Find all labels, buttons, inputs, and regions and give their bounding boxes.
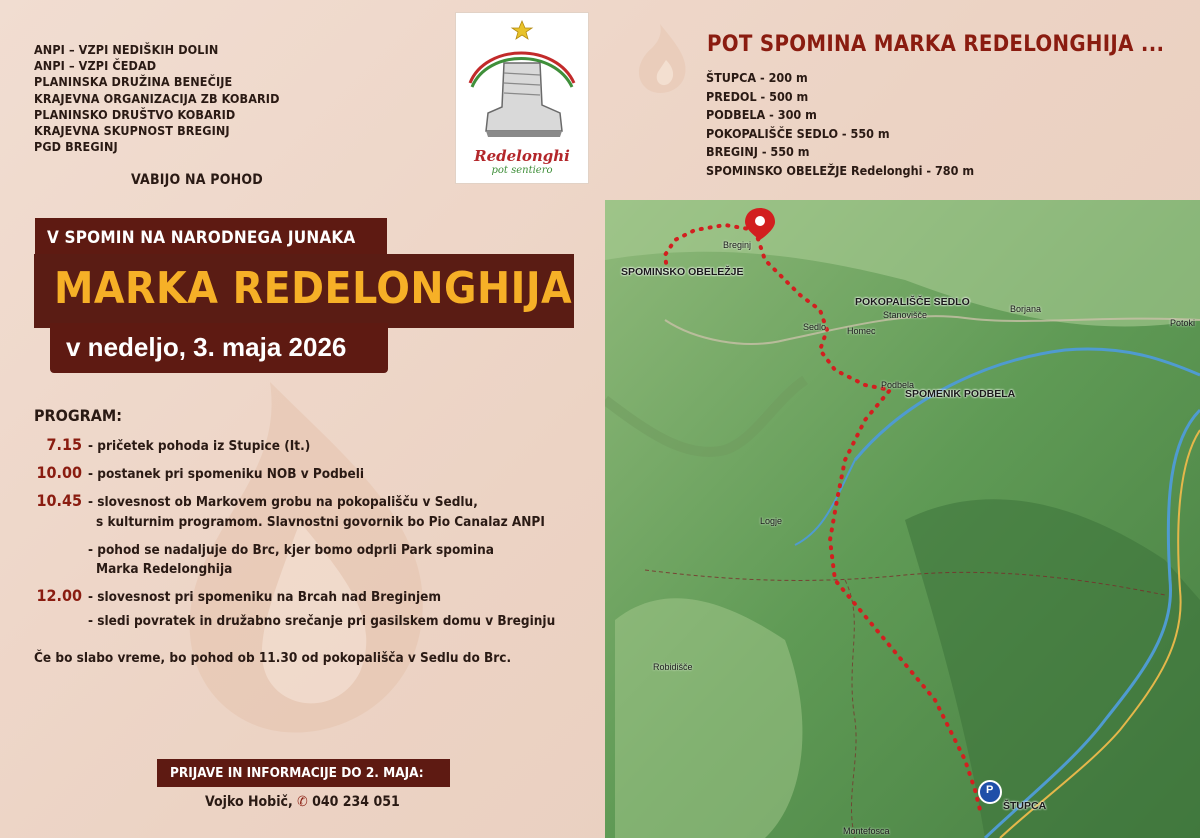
map-place: Logje xyxy=(760,516,783,526)
map-place: Homec xyxy=(847,326,876,336)
contact-name: Vojko Hobič, xyxy=(205,794,293,810)
program-time: 12.00 xyxy=(36,586,82,605)
organizer: ANPI – VZPI NEDIŠKIH DOLIN xyxy=(34,42,219,57)
distance-item: POKOPALIŠČE SEDLO - 550 m xyxy=(706,125,890,141)
distance-item: PREDOL - 500 m xyxy=(706,88,809,104)
program-time: 10.00 xyxy=(36,463,82,482)
route-map[interactable] xyxy=(605,200,1200,838)
organizer: PGD BREGINJ xyxy=(34,139,118,155)
invite-text: VABIJO NA POHOD xyxy=(131,172,263,188)
distance-item: SPOMINSKO OBELEŽJE Redelonghi - 780 m xyxy=(706,162,975,178)
banner-date-text: v nedeljo, 3. maja 2026 xyxy=(66,332,347,362)
program-text: - slovesnost ob Markovem grobu na pokopališču v Sedlu, xyxy=(88,494,478,510)
program-text: - slovesnost pri spomeniku na Brcah nad Breginjem xyxy=(88,589,442,605)
map-place: Sedlo xyxy=(803,322,827,332)
banner-dedication xyxy=(35,218,387,258)
program-text: Marka Redelonghija xyxy=(96,561,233,577)
map-place: Stanovišče xyxy=(883,310,928,320)
organizer: KRAJEVNA ORGANIZACIJA ZB KOBARID xyxy=(34,90,280,106)
distance-item: PODBELA - 300 m xyxy=(706,107,817,123)
map-place: Potoki xyxy=(1170,318,1196,328)
route-distances xyxy=(706,69,974,181)
map-label-stupca: ŠTUPCA xyxy=(1003,800,1047,812)
program-time: 7.15 xyxy=(46,435,82,454)
drop-watermark xyxy=(632,20,692,100)
organizer: PLANINSKA DRUŽINA BENEČIJE xyxy=(34,74,233,90)
phone-icon: ✆ xyxy=(297,794,308,810)
program-text: - pohod se nadaljuje do Brc, kjer bomo odprli Park spomina xyxy=(88,542,494,558)
program-heading: PROGRAM: xyxy=(34,406,122,425)
map-place: Robidišče xyxy=(653,662,693,672)
boot-logo-icon xyxy=(456,13,588,147)
parking-icon: P xyxy=(986,784,994,796)
banner-name xyxy=(34,254,574,328)
map-label-monument: SPOMENIK PODBELA xyxy=(905,388,1016,400)
organizer-list xyxy=(34,42,280,155)
program-text: - postanek pri spomeniku NOB v Podbeli xyxy=(88,466,365,482)
logo-subtitle: pot sentiero xyxy=(491,165,553,176)
map-place: Breginj xyxy=(723,240,752,250)
registration-label: PRIJAVE IN INFORMACIJE DO 2. MAJA: xyxy=(170,765,424,781)
contact-phone[interactable]: 040 234 051 xyxy=(312,794,400,810)
map-place: Montefosca xyxy=(843,826,890,836)
organizer: KRAJEVNA SKUPNOST BREGINJ xyxy=(34,123,230,139)
map-label-cemetery: POKOPALIŠČE SEDLO xyxy=(855,296,970,308)
banner-date xyxy=(50,323,388,373)
map-place: Podbela xyxy=(881,380,915,390)
distance-item: ŠTUPCA - 200 m xyxy=(706,70,808,85)
map-place: Borjana xyxy=(1010,304,1042,314)
logo-title: Redelonghi xyxy=(474,147,570,165)
banner-dedication-text: V SPOMIN NA NARODNEGA JUNAKA xyxy=(47,228,356,248)
program-text: s kulturnim programom. Slavnostni govornik bo Pio Canalaz ANPI xyxy=(96,514,545,530)
banner-name-text: MARKA REDELONGHIJA xyxy=(54,263,573,314)
route-title: POT SPOMINA MARKA REDELONGHIJA ... xyxy=(707,32,1165,57)
organizer: PLANINSKO DRUŠTVO KOBARID xyxy=(34,106,236,122)
weather-note: Če bo slabo vreme, bo pohod ob 11.30 od pokopališča v Sedlu do Brc. xyxy=(34,650,512,666)
organizer: ANPI – VZPI ČEDAD xyxy=(34,58,157,74)
program-text: - pričetek pohoda iz Stupice (It.) xyxy=(88,438,311,454)
redelonghi-logo xyxy=(455,12,589,184)
program-text: - sledi povratek in družabno srečanje pri gasilskem domu v Breginju xyxy=(88,613,556,629)
contact-line xyxy=(205,794,400,810)
registration-banner xyxy=(157,759,450,787)
map-label-memorial: SPOMINSKO OBELEŽJE xyxy=(621,266,744,278)
distance-item: BREGINJ - 550 m xyxy=(706,144,810,160)
program-time: 10.45 xyxy=(36,491,82,510)
